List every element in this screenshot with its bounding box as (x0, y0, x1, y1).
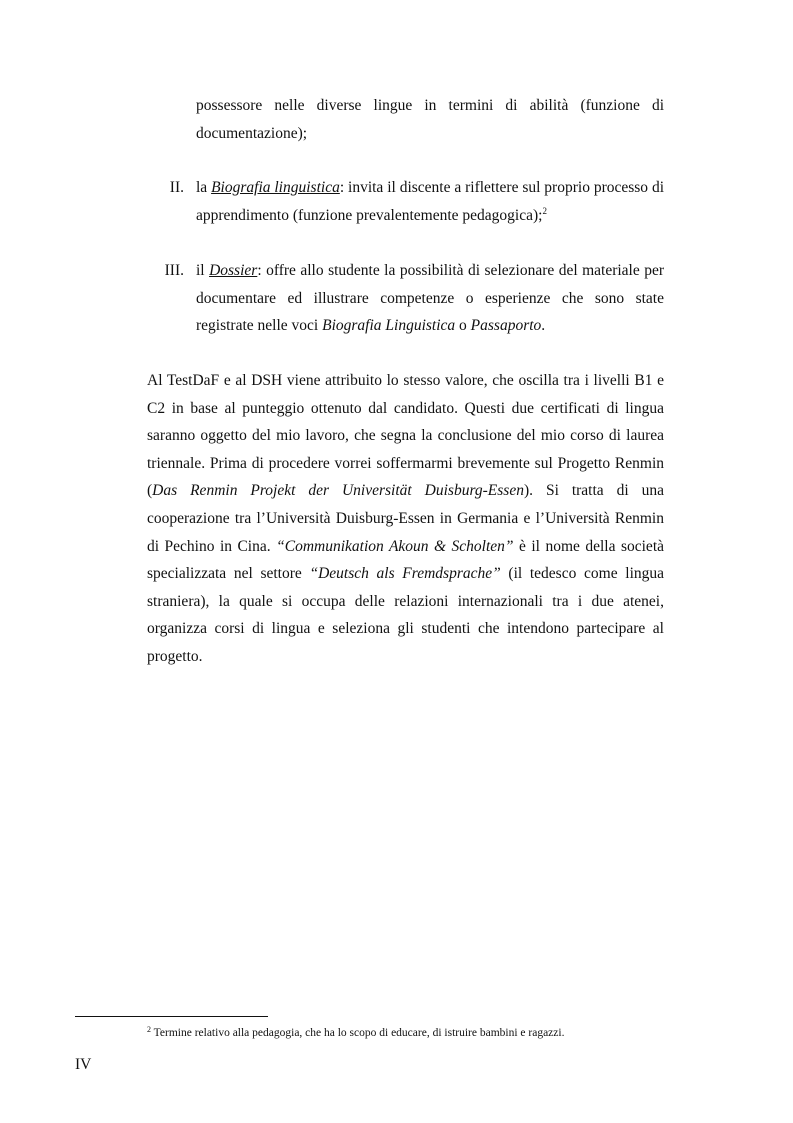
list-item-body: il Dossier: offre allo studente la possibilità di selezionare del materiale per documentare ed illustrare competenze o esperienze che sono state registrate nelle voci Biografia Linguistica o Passaporto. (196, 262, 664, 334)
list-item-number: III. (164, 262, 184, 279)
footnote-reference: 2 (542, 205, 547, 216)
footnote-mark: 2 (147, 1025, 151, 1034)
page-number: IV (75, 1056, 92, 1073)
footnote (147, 1025, 564, 1041)
term-biografia-linguistica: Biografia linguistica (211, 179, 340, 196)
list-item-1-continuation (150, 92, 664, 147)
body-paragraph: Al TestDaF e al DSH viene attribuito lo stesso valore, che oscilla tra i livelli B1 e C2 in base al punteggio ottenuto dal candidato. Questi due certificati di lingua saranno oggetto del mio lavoro, che segna la conclusione del mio corso di laurea triennale. Prima di procedere vorrei soffermarmi brevemente sul Progetto Renmin (Das Renmin Projekt der Universität Duisburg-Essen). Si tratta di una cooperazione tra l’Università Duisburg-Essen in Germania e l’Università Renmin di Pechino in Cina. “Communikation Akoun & Scholten” è il nome della società specializzata nel settore “Deutsch als Fremdsprache” (il tedesco come lingua straniera), la quale si occupa delle relazioni internazionali tra i due atenei, organizza corsi di lingua e seleziona gli studenti che intendono partecipare al progetto. (147, 372, 665, 665)
list-item-body: possessore nelle diverse lingue in termini di abilità (funzione di documentazione); (196, 97, 664, 142)
footnote-divider (75, 1016, 268, 1017)
footnote-text: Termine relativo alla pedagogia, che ha lo scopo di educare, di istruire bambini e ragazzi. (151, 1027, 565, 1039)
list-item-body: la Biografia linguistica: invita il discente a riflettere sul proprio processo di apprendimento (funzione prevalentemente pedagogica);$^2$ (196, 179, 664, 224)
list-item-number: II. (169, 179, 184, 196)
list-item-biografia (150, 174, 664, 229)
list-item-dossier (150, 257, 664, 340)
term-dossier: Dossier (209, 262, 258, 279)
